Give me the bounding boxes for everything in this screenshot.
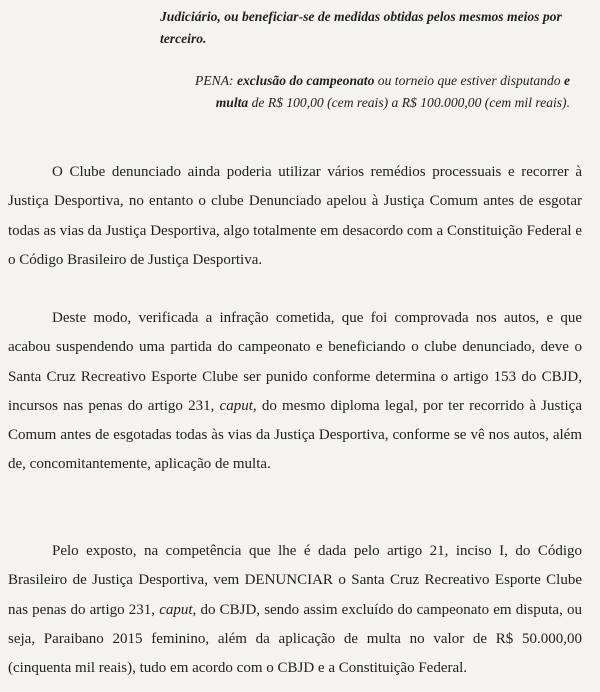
legal-quote-continuation <box>160 6 580 50</box>
penalty-text-1: ou torneio que estiver disputando <box>377 73 561 88</box>
paragraph-1: O Clube denunciado ainda poderia utilizar vários remédios processuais e recorrer à Justiça Desportiva, no entanto o clube Denunciado apelou à Justiça Comum antes de esgotar todas as vias da Justiça Desportiva, algo totalmente em desacordo com a Constituição Federal e o Código Brasileiro de Justiça Desportiva. <box>8 164 582 268</box>
quote-line-1: Judiciário, ou beneficiar-se de medidas obtidas pelos mesmos meios por <box>160 9 562 24</box>
quote-line-2: terceiro. <box>160 31 207 46</box>
paragraph-2-caput: caput <box>219 397 253 414</box>
penalty-bold-2: e multa <box>215 73 570 110</box>
penalty-clause <box>165 70 570 114</box>
paragraph-3-text-b: , do CBJD, sendo assim excluído do campeonato em disputa, ou seja, Paraibano 2015 feminino, além da aplicação de multa no valor de R$ 50.000,00 (cinquenta mil reais), tudo em acordo com o CBJD e a Constituição Federal. <box>8 601 582 677</box>
penalty-text-2: de R$ 100,00 (cem reais) a R$ 100.000,00 (cem mil reais). <box>251 95 570 110</box>
penalty-bold-1: exclusão do campeonato <box>236 73 375 88</box>
paragraph-3-caput: caput <box>159 601 193 618</box>
paragraph-2-text-b: , do mesmo diploma legal, por ter recorrido à Justiça Comum antes de esgotadas todas às vias da Justiça Desportiva, conforme se vê nos autos, além de, concomitantemente, aplicação de multa. <box>8 397 582 473</box>
paragraph-3 <box>8 537 582 683</box>
penalty-label: PENA: <box>195 73 234 88</box>
paragraph-2 <box>8 304 582 480</box>
paragraph-2-text-a: Deste modo, verificada a infração cometida, que foi comprovada nos autos, e que acabou suspendendo uma partida do campeonato e beneficiando o clube denunciado, deve o Santa Cruz Recreativo Esporte Clube ser punido conforme determina o artigo 153 do CBJD, incursos nas penas do artigo 231, <box>8 310 582 414</box>
paragraph-3-text-a: Pelo exposto, na competência que lhe é dada pelo artigo 21, inciso I, do Código Brasileiro de Justiça Desportiva, vem DENUNCIAR o Santa Cruz Recreativo Esporte Clube nas penas do artigo 231, <box>8 543 582 618</box>
